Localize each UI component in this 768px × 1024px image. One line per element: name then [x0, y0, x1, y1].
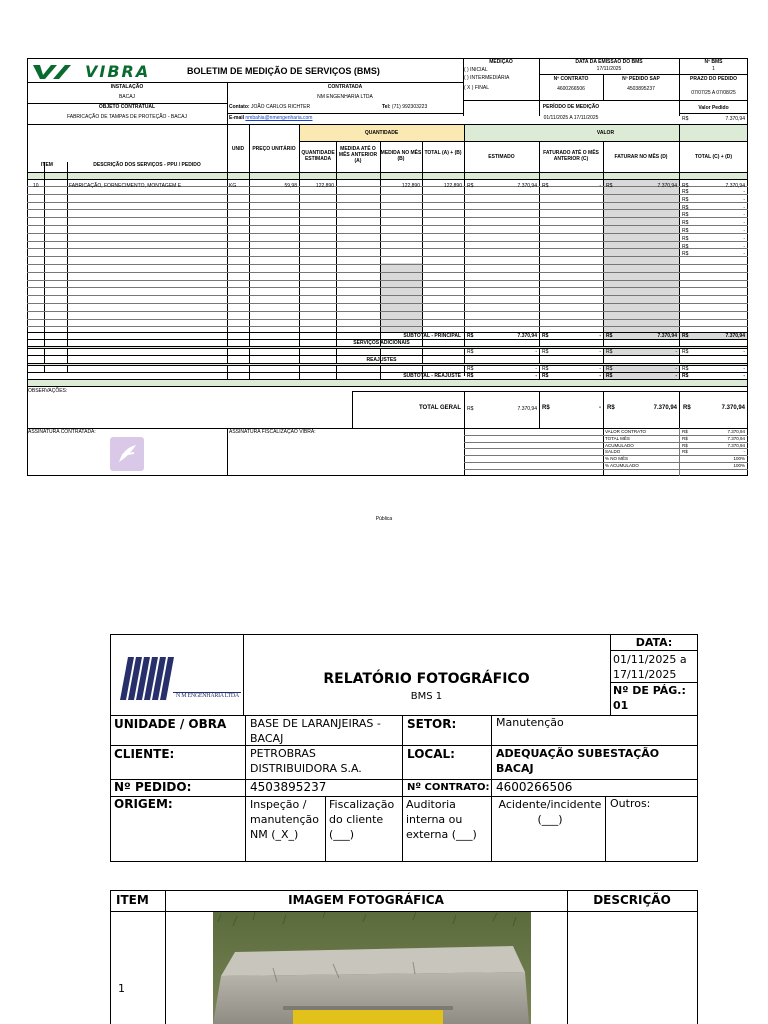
sr-rs-4: R$	[682, 373, 689, 379]
col-total-cd: TOTAL (C) + (D)	[694, 154, 733, 160]
nm-logo	[118, 652, 243, 702]
rs-dash: -	[743, 243, 745, 250]
total-geral-label: TOTAL GERAL	[419, 405, 461, 411]
subtotal-principal: SUBTOTAL - PRINCIPAL	[403, 333, 461, 339]
photo-item-1: 1	[118, 982, 125, 995]
tel-value: (71) 992303223	[391, 104, 428, 110]
local-label: LOCAL:	[407, 747, 455, 761]
assinatura-contratada: ASSINATURA CONTRATADA:	[28, 429, 96, 435]
rs-dash: -	[743, 204, 745, 211]
footer-publica: Pública	[375, 516, 393, 522]
origem-fiscalizacao: Fiscalização do cliente (___)	[329, 798, 395, 841]
body-row-line	[27, 202, 748, 203]
data-value: 01/11/2025 a 17/11/2025	[613, 653, 687, 681]
valor-pedido-value: 7.370,94	[725, 116, 745, 122]
photo-table	[110, 890, 698, 1024]
summary-value: 100%	[733, 456, 745, 462]
col-med-ate: MEDIDA ATÉ O MÊS ANTERIOR (A)	[338, 146, 378, 164]
contrato-value: 4600266506	[496, 780, 573, 794]
origem-label: ORIGEM:	[114, 797, 173, 811]
summary-label: ACUMULADO	[605, 442, 634, 448]
signature-stamp-icon	[110, 437, 144, 471]
rj-d2: -	[599, 366, 601, 372]
email-link[interactable]: nmbahia@nmengenharia.com	[245, 115, 313, 121]
body-row-line	[27, 326, 748, 327]
sp-total-cd: 7.370,94	[725, 333, 745, 339]
body-row-line	[27, 248, 748, 249]
periodo-value: 01/11/2025 A 17/11/2025	[543, 115, 599, 121]
sp-rs-3: R$	[606, 333, 613, 339]
rs-label: R$	[682, 189, 689, 195]
concrete-cover-photo-icon	[213, 912, 531, 1024]
sa-d3: -	[675, 349, 677, 355]
summary-value: 7.370,94	[727, 435, 745, 441]
n-bms-value: 1	[712, 66, 715, 72]
summary-divider	[679, 428, 680, 476]
rj-rs-4: R$	[682, 366, 689, 372]
summary-label: VALOR CONTRATO	[605, 429, 647, 434]
prazo-label: PRAZO DO PEDIDO	[690, 76, 737, 82]
row1-desc: FABRICAÇÃO, FORNECIMENTO, MONTAGEM E	[69, 183, 182, 189]
unidade-label: UNIDADE / OBRA	[114, 717, 227, 731]
photo-desc-label: DESCRIÇÃO	[593, 893, 671, 907]
sa-rs-1: R$	[467, 349, 474, 355]
grey-col-faturar	[604, 180, 679, 339]
rj-rs-1: R$	[467, 366, 474, 372]
rs-dash: -	[743, 228, 745, 234]
cliente-value: PETROBRAS DISTRIBUIDORA S.A.	[250, 747, 362, 775]
summary-value: 7.370,94	[727, 442, 745, 448]
medicao-label: MEDIÇÃO	[489, 59, 513, 65]
email-label: E-mail	[229, 115, 245, 121]
row1-item: 10	[33, 183, 39, 189]
row1-rs-4: R$	[682, 183, 689, 189]
summary-label: % ACUMULADO	[605, 463, 639, 468]
row1-total: 122,890	[443, 183, 462, 189]
tg-faturado: -	[599, 405, 601, 411]
report-subtitle: BMS 1	[410, 691, 443, 702]
n-pedido-sap-label: Nº PEDIDO SAP	[622, 76, 660, 82]
rs-label: R$	[682, 243, 689, 250]
sr-rs-1: R$	[467, 373, 474, 379]
col-estimado: ESTIMADO	[488, 154, 515, 160]
body-row-line	[27, 280, 748, 281]
origem-acidente: Acidente/incidente (___)	[498, 798, 602, 826]
objeto-label: OBJETO CONTRATUAL	[98, 104, 156, 110]
pedido-label: Nº PEDIDO:	[114, 780, 192, 794]
data-label: DATA:	[635, 636, 673, 649]
tel-label: Tel:	[382, 104, 391, 110]
col-desc: DESCRIÇÃO DOS SERVIÇOS - PPU / PEDIDO	[93, 162, 201, 168]
summary-rs: R$	[682, 449, 688, 455]
rs-label: R$	[682, 196, 689, 203]
vibra-logo	[31, 62, 161, 80]
body-row-line	[27, 287, 748, 288]
pag-value: 01	[613, 699, 629, 712]
body-row-line	[27, 303, 748, 304]
summary-value: -	[743, 449, 745, 455]
row1-faturar: 7.370,94	[657, 183, 677, 189]
body-row-line	[27, 233, 748, 234]
grey-col-med-mes	[381, 263, 422, 333]
row1-estimado: 7.370,94	[517, 183, 537, 189]
rs-dash: -	[743, 235, 745, 242]
rs-label: R$	[682, 204, 689, 211]
sr-rs-3: R$	[606, 373, 613, 379]
sr-rs-2: R$	[542, 373, 549, 379]
sa-rs-3: R$	[606, 349, 613, 355]
col-total: TOTAL (A) + (B)	[424, 150, 462, 156]
body-row-line	[27, 209, 748, 210]
rs-dash: -	[743, 251, 745, 258]
assinatura-fiscal: ASSINATURA FISCALIZAÇÃO VIBRA:	[229, 429, 316, 435]
sr-d1: -	[535, 373, 537, 379]
medicao-final: ( X ) FINAL	[464, 85, 490, 91]
sr-d3: -	[675, 373, 677, 379]
body-row-line	[27, 194, 748, 195]
tg-rs-2: R$	[542, 405, 550, 411]
sp-faturado: -	[599, 333, 601, 339]
row1-faturado: -	[599, 183, 601, 189]
tg-estimado: 7.370,94	[517, 406, 537, 412]
summary-rs: R$	[682, 429, 688, 434]
col-item: ITEM	[41, 162, 53, 168]
rj-d4: -	[743, 366, 745, 372]
origem-inspecao: Inspeção / manutenção NM (_X_)	[250, 798, 319, 841]
vibra-logo-text: VIBRA	[85, 62, 151, 81]
body-row-line	[27, 311, 748, 312]
cliente-label: CLIENTE:	[114, 747, 175, 761]
summary-label: TOTAL MÊS	[605, 435, 630, 441]
rs-dash: -	[743, 220, 745, 227]
origem-auditoria: Auditoria interna ou externa (___)	[406, 798, 477, 841]
tel-row	[382, 104, 427, 110]
observacoes: OBSERVAÇÕES:	[28, 388, 68, 394]
sp-faturar: 7.370,94	[657, 333, 677, 339]
pedido-value: 4503895237	[250, 780, 327, 794]
setor-label: SETOR:	[407, 717, 457, 731]
contato-label: Contato:	[229, 104, 250, 110]
rj-d3: -	[675, 366, 677, 372]
col-med-mes: MEDIDA NO MÊS (B)	[380, 150, 422, 162]
summary-value: 7.370,94	[727, 429, 745, 434]
quantidade-label: QUANTIDADE	[364, 130, 399, 136]
n-contrato-value: 4600266506	[557, 86, 585, 92]
tg-faturar: 7.370,94	[653, 405, 677, 411]
medicao-inicial: ( ) INICIAL	[464, 67, 488, 73]
sp-rs-2: R$	[542, 333, 549, 339]
nm-logo-text: N M ENGENHARIA LTDA	[176, 693, 239, 699]
col-preco: PREÇO UNITÁRIO	[252, 146, 296, 152]
sa-rs-4: R$	[682, 349, 689, 355]
valor-pedido-rs: R$	[682, 116, 689, 122]
servicos-adicionais: SERVIÇOS ADICIONAIS	[353, 340, 410, 346]
row1-qtd-est: 122,890	[315, 183, 334, 189]
bms-sheet	[27, 58, 748, 476]
instalacao-value: BACAJ	[118, 94, 136, 100]
rj-rs-2: R$	[542, 366, 549, 372]
summary-label: SALDO	[605, 449, 621, 455]
n-bms-label: Nº BMS	[704, 59, 723, 65]
rs-label: R$	[682, 212, 689, 219]
row1-med-mes: 122,890	[401, 183, 420, 189]
body-row-line	[27, 217, 748, 218]
tg-rs-4: R$	[683, 405, 691, 411]
rs-label: R$	[682, 251, 689, 258]
pag-label: Nº DE PÁG.:	[613, 684, 686, 697]
body-row-line	[27, 319, 748, 320]
rs-dash: -	[743, 189, 745, 195]
sr-d4: -	[743, 373, 745, 379]
tg-rs-3: R$	[607, 405, 615, 411]
reajustes: REAJUSTES	[366, 357, 397, 363]
summary-label: % NO MÊS	[605, 456, 629, 462]
summary-rs: R$	[682, 442, 688, 448]
periodo-label: PERÍODO DE MEDIÇÃO	[542, 104, 600, 110]
valor-label: VALOR	[596, 130, 615, 136]
data-emissao-label: DATA DA EMISSÃO DO BMS	[575, 59, 643, 65]
summary-rs: R$	[682, 435, 688, 441]
local-value: ADEQUAÇÃO SUBESTAÇÃO BACAJ	[496, 747, 660, 775]
col-unid: UNID	[231, 146, 245, 152]
body-row-line	[27, 241, 748, 242]
photo-report	[110, 634, 698, 862]
photo-item-label: ITEM	[116, 893, 149, 907]
photo-image-label: IMAGEM FOTOGRÁFICA	[288, 893, 444, 907]
body-row-line	[27, 272, 748, 273]
data-emissao-value: 17/11/2025	[596, 66, 622, 72]
contato-value: JOÃO CARLOS RICHTER	[250, 104, 311, 110]
rj-d1: -	[535, 366, 537, 372]
report-title: RELATÓRIO FOTOGRÁFICO	[323, 671, 530, 687]
row1-rs-2: R$	[542, 183, 549, 189]
setor-value: Manutenção	[496, 716, 564, 729]
contratada-label: CONTRATADA	[327, 84, 363, 90]
subtotal-reajuste: SUBTOTAL - REAJUSTE	[403, 373, 461, 379]
sp-rs-1: R$	[467, 333, 474, 339]
summary-value: 100%	[733, 463, 745, 468]
rs-dash: -	[743, 212, 745, 219]
unidade-value: BASE DE LARANJEIRAS - BACAJ	[250, 717, 381, 745]
tg-total-cd: 7.370,94	[721, 405, 745, 411]
instalacao-label: INSTALAÇÃO	[110, 84, 144, 90]
rs-label: R$	[682, 235, 689, 242]
prazo-value: 07/07/25 A 07/08/25	[691, 90, 736, 96]
body-row-line	[27, 225, 748, 226]
contato-row	[229, 104, 310, 110]
sp-rs-4: R$	[682, 333, 689, 339]
row1-unid: KG	[229, 183, 237, 189]
body-row-line	[27, 256, 748, 257]
row1-preco: 59,98	[284, 183, 297, 189]
contratada-value: NM ENGENHARIA LTDA	[317, 94, 373, 100]
sa-rs-2: R$	[542, 349, 549, 355]
row1-rs-3: R$	[606, 183, 613, 189]
row1-total-cd: 7.370,94	[725, 183, 745, 189]
sp-estimado: 7.370,94	[517, 333, 537, 339]
rj-rs-3: R$	[606, 366, 613, 372]
sr-d2: -	[599, 373, 601, 379]
col-faturar: FATURAR NO MÊS (D)	[614, 154, 668, 160]
origem-outros: Outros:	[610, 797, 651, 810]
rs-label: R$	[682, 220, 689, 227]
contrato-label: Nº CONTRATO:	[407, 782, 490, 793]
body-row-line	[27, 295, 748, 296]
n-pedido-sap-value: 4503895237	[627, 86, 655, 92]
body-row-line	[27, 264, 748, 265]
rs-label: R$	[682, 228, 689, 234]
sa-d4: -	[743, 349, 745, 355]
valor-pedido-label: Valor Pedido	[698, 105, 729, 111]
sa-d1: -	[535, 349, 537, 355]
medicao-intermediaria: ( ) INTERMEDIÁRIA	[464, 75, 510, 81]
bms-title: BOLETIM DE MEDIÇÃO DE SERVIÇOS (BMS)	[187, 66, 380, 76]
sa-d2: -	[599, 349, 601, 355]
tg-rs-1: R$	[467, 406, 474, 412]
site-photo	[213, 912, 531, 1024]
rs-dash: -	[743, 196, 745, 203]
col-qtd-est: QUANTIDADE ESTIMADA	[301, 150, 335, 162]
col-faturado: FATURADO ATÉ O MÊS ANTERIOR (C)	[543, 150, 599, 162]
email-row	[229, 115, 312, 121]
objeto-value: FABRICAÇÃO DE TAMPAS DE PROTEÇÃO - BACAJ	[66, 114, 188, 120]
n-contrato-label: Nº CONTRATO	[553, 76, 589, 82]
row1-rs-1: R$	[467, 183, 474, 189]
